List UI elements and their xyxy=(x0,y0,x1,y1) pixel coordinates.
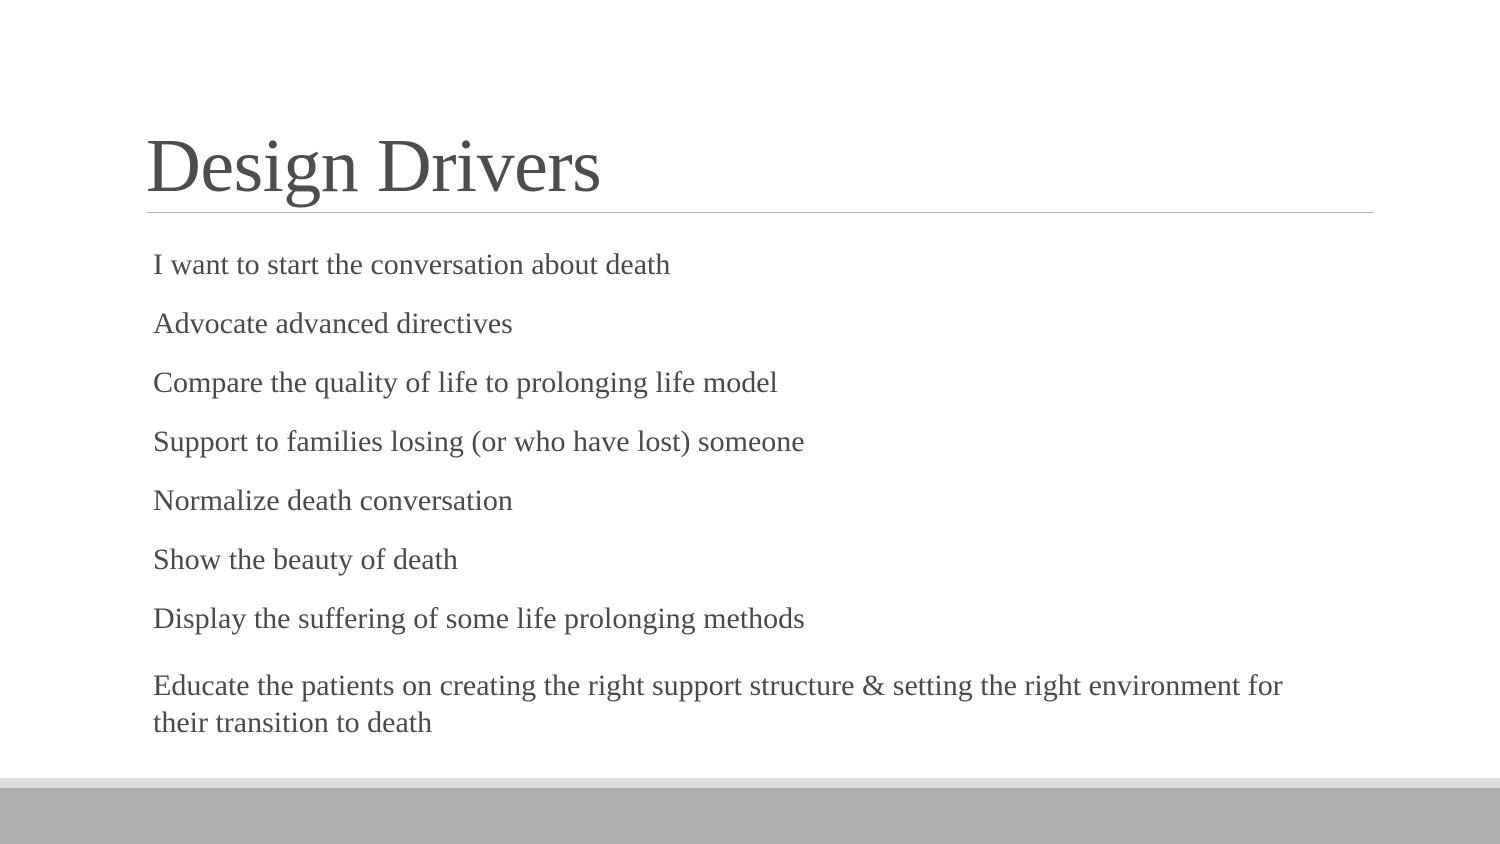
bullet-item: Show the beauty of death xyxy=(153,543,458,576)
bullet-item: Compare the quality of life to prolonging life model xyxy=(153,366,778,399)
bullet-list xyxy=(153,246,1353,763)
footer-band xyxy=(0,788,1500,844)
bullet-item: Normalize death conversation xyxy=(153,484,513,517)
bullet-item: Educate the patients on creating the right support structure & setting the right environment for their transition to death xyxy=(153,669,1283,739)
title-divider xyxy=(147,212,1374,213)
slide-title: Design Drivers xyxy=(146,124,602,208)
footer-band-highlight xyxy=(0,778,1500,788)
bullet-item: Advocate advanced directives xyxy=(153,307,513,340)
bullet-item: Display the suffering of some life prolonging methods xyxy=(153,602,805,635)
bullet-item: Support to families losing (or who have lost) someone xyxy=(153,425,805,458)
bullet-item: I want to start the conversation about death xyxy=(153,248,671,281)
